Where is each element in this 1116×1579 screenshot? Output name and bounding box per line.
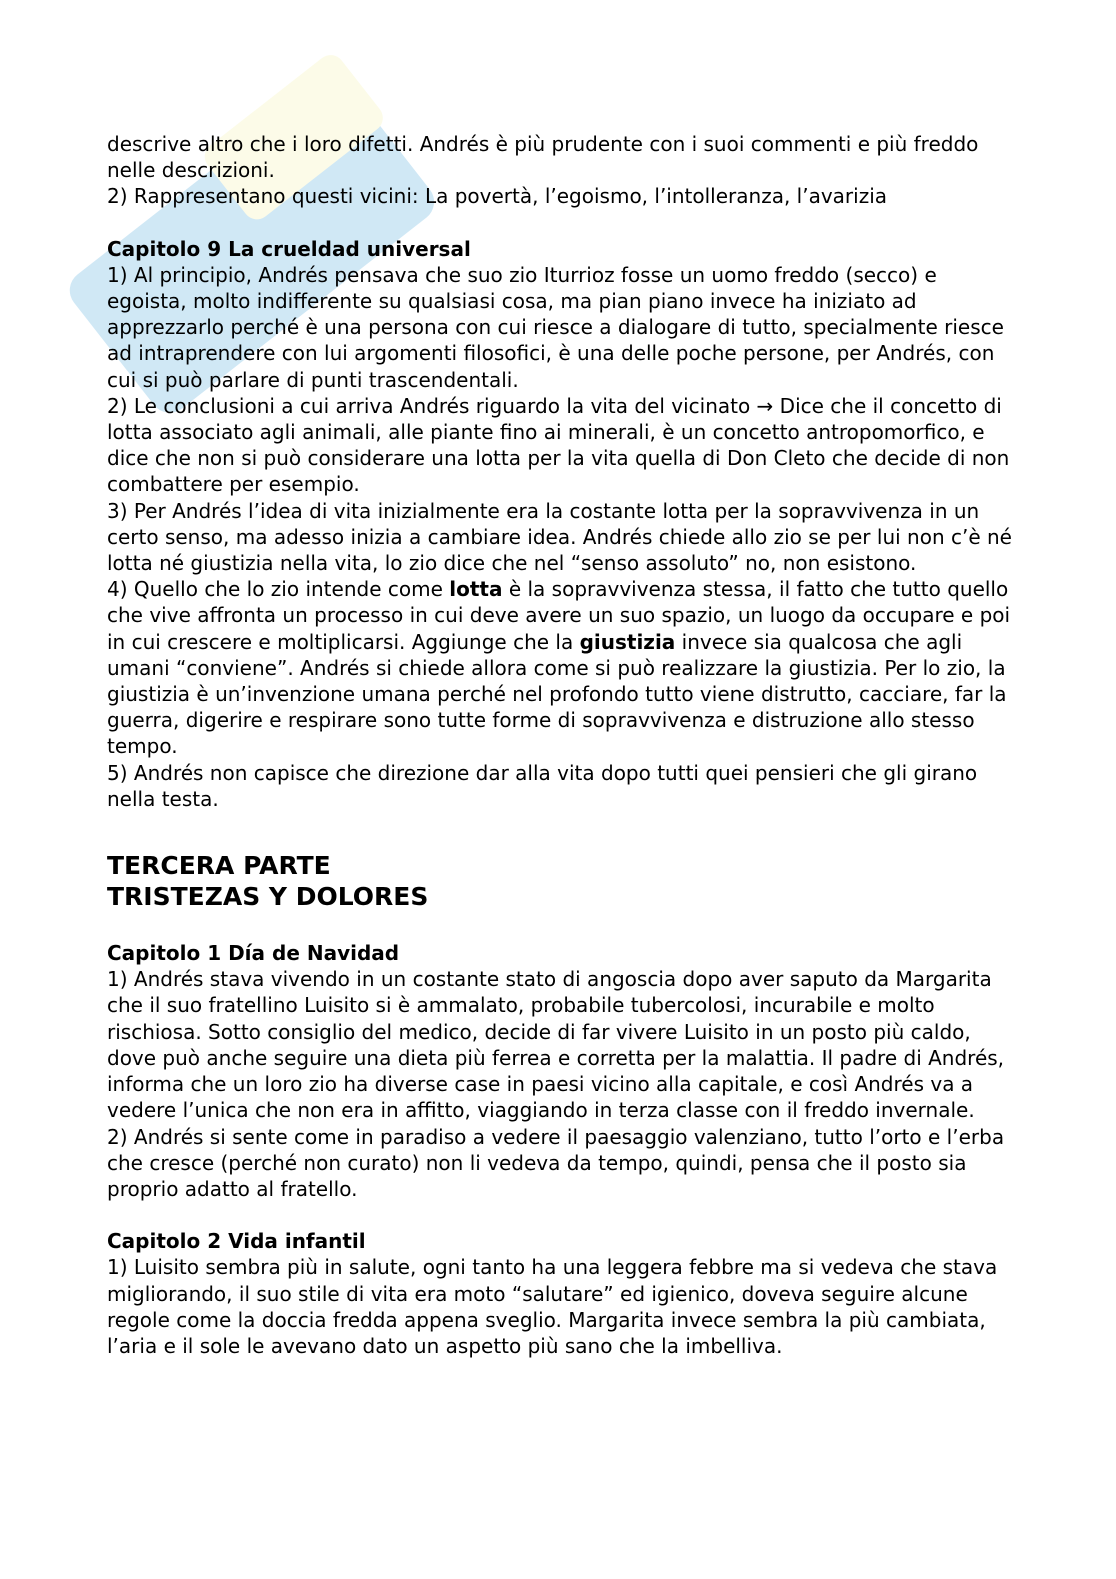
chapter-2-heading: Capitolo 2 Vida infantil bbox=[107, 1229, 366, 1254]
chapter-9-answer-5: 5) Andrés non capisce che direzione dar alla vita dopo tutti quei pensieri che gli girano nella testa. bbox=[107, 760, 978, 811]
chapter-9-heading: Capitolo 9 La crueldad universal bbox=[107, 236, 471, 261]
answer-4-text-b: è la sopravvivenza stessa, il fatto che tutto quello che vive affronta un processo in cui deve avere un suo spazio, un luogo da occupare e poi in cui crescere e moltiplicarsi. Aggiunge che la bbox=[107, 577, 1011, 654]
chapter-1-heading: Capitolo 1 Día de Navidad bbox=[107, 941, 400, 966]
intro-paragraph: descrive altro che i loro difetti. Andrés è più prudente con i suoi commenti e più freddo nelle descrizioni. bbox=[107, 132, 979, 183]
spacer bbox=[107, 812, 1012, 850]
spacer bbox=[107, 912, 1012, 940]
part-title-line-2: TRISTEZAS Y DOLORES bbox=[107, 882, 429, 912]
chapter-9-answer-4 bbox=[107, 576, 1012, 759]
chapter-1-answer-1: 1) Andrés stava vivendo in un costante stato di angoscia dopo aver saputo da Margarita che il suo fratellino Luisito si è ammalato, probabile tubercolosi, incurabile e molto rischiosa. Sotto consiglio del medico, decide di far vivere Luisito in un posto più caldo, dove può anche seguire una dieta più ferrea e corretta per la malattia. Il padre di Andrés, informa che un loro zio ha diverse case in paesi vicino alla capitale, e così Andrés va a vedere l’unica che non era in affitto, viaggiando in terza classe con il freddo invernale. bbox=[107, 967, 1005, 1123]
chapter-9-answer-3: 3) Per Andrés l’idea di vita inizialmente era la costante lotta per la sopravvivenza in un certo senso, ma adesso inizia a cambiare idea. Andrés chiede allo zio se per lui non c’è né lotta né giustizia nella vita, lo zio dice che nel “senso assoluto” no, non esistono. bbox=[107, 498, 1012, 576]
answer-4-text-a: 4) Quello che lo zio intende come bbox=[107, 577, 450, 602]
document-page bbox=[107, 131, 1012, 1359]
answer-4-text-c: invece sia qualcosa che agli umani “conviene”. Andrés si chiede allora come si può realizzare la giustizia. Per lo zio, la giustizia è un’invenzione umana perché nel profondo tutto viene distrutto, cacciare, far la guerra, digerire e respirare sono tutte forme di sopravvivenza e distruzione allo stesso tempo. bbox=[107, 629, 1007, 759]
intro-list-item-2: 2) Rappresentano questi vicini: La povertà, l’egoismo, l’intolleranza, l’avarizia bbox=[107, 184, 888, 209]
part-title-line-1: TERCERA PARTE bbox=[107, 851, 331, 881]
chapter-2-answer-1: 1) Luisito sembra più in salute, ogni tanto ha una leggera febbre ma si vedeva che stava migliorando, il suo stile di vita era moto “salutare” ed igienico, doveva seguire alcune regole come la doccia fredda appena sveglio. Margarita invece sembra la più cambiata, l’aria e il sole le avevano dato un aspetto più sano che la imbelliva. bbox=[107, 1255, 998, 1358]
answer-4-bold-giustizia: giustizia bbox=[579, 629, 676, 654]
answer-4-bold-lotta: lotta bbox=[449, 577, 503, 602]
chapter-9-answer-1: 1) Al principio, Andrés pensava che suo zio Iturrioz fosse un uomo freddo (secco) e egoista, molto indifferente su qualsiasi cosa, ma pian piano invece ha iniziato ad apprezzarlo perché è una persona con cui riesce a dialogare di tutto, specialmente riesce ad intraprendere con lui argomenti filosofici, è una delle poche persone, per Andrés, con cui si può parlare di punti trascendentali. bbox=[107, 262, 1004, 392]
spacer bbox=[107, 210, 1012, 236]
spacer bbox=[107, 1202, 1012, 1228]
chapter-1-answer-2: 2) Andrés si sente come in paradiso a vedere il paesaggio valenziano, tutto l’orto e l’erba che cresce (perché non curato) non li vedeva da tempo, quindi, pensa che il posto sia proprio adatto al fratello. bbox=[107, 1124, 1005, 1201]
chapter-9-answer-2: 2) Le conclusioni a cui arriva Andrés riguardo la vita del vicinato → Dice che il concetto di lotta associato agli animali, alle piante fino ai minerali, è un concetto antropomorfico, e dice che non si può considerare una lotta per la vita quella di Don Cleto che decide di non combattere per esempio. bbox=[107, 393, 1010, 497]
